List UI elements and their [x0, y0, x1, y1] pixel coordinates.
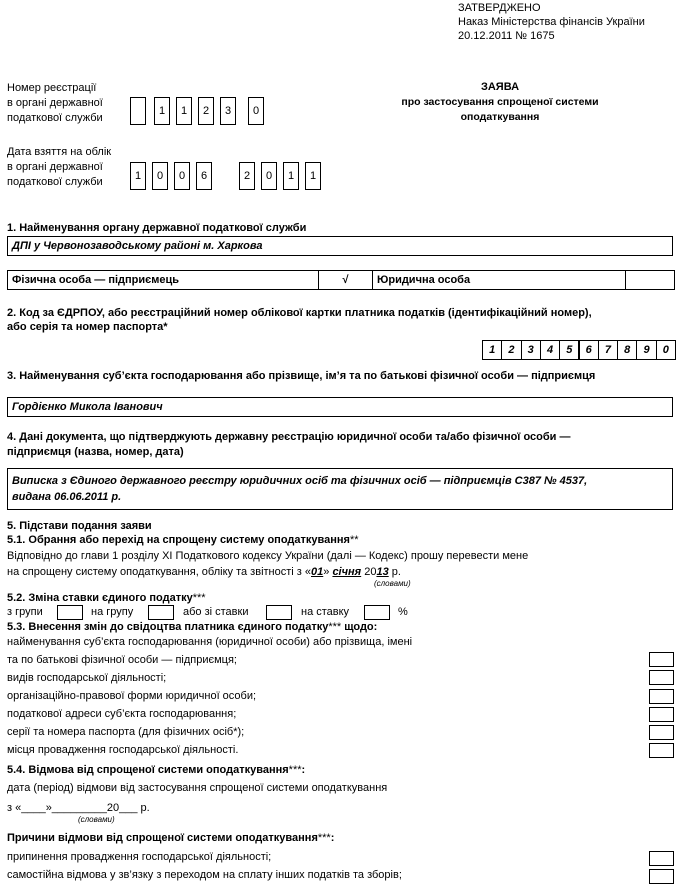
- form-subtitle-2: оподаткування: [460, 111, 540, 123]
- to-rate-field[interactable]: [364, 605, 390, 620]
- id-digit[interactable]: 2: [501, 340, 521, 360]
- to-group-field[interactable]: [148, 605, 174, 620]
- id-digit[interactable]: 1: [482, 340, 502, 360]
- reasons-title: Причини відмови від спрощеної системи оподаткування***:: [7, 832, 335, 844]
- reg-digit[interactable]: [130, 97, 146, 125]
- id-digit[interactable]: 4: [540, 340, 560, 360]
- approval-order: Наказ Міністерства фінансів України: [458, 16, 645, 28]
- s53-checkbox[interactable]: [649, 689, 674, 704]
- approval-date: 20.12.2011 № 1675: [458, 30, 555, 42]
- s53-item: найменування суб’єкта господарювання (юридичної особи) або прізвища, імені: [7, 636, 413, 648]
- legal-entity-checkbox[interactable]: [625, 270, 675, 290]
- name-field[interactable]: Гордієнко Микола Іванович: [7, 397, 673, 417]
- reg-digit[interactable]: 2: [198, 97, 214, 125]
- s53-item: місця провадження господарської діяльності.: [7, 744, 239, 756]
- section-3-title: 3. Найменування суб’єкта господарювання або прізвище, ім’я та по батькові фізичної особи — підприємця: [7, 370, 596, 382]
- individual-checkbox[interactable]: √: [318, 270, 373, 290]
- section-5-2-title: 5.2. Зміна ставки єдиного податку***: [7, 592, 206, 604]
- s53-item: видів господарської діяльності;: [7, 672, 167, 684]
- s53-item: та по батькові фізичної особи — підприємця;: [7, 654, 237, 666]
- date-digit[interactable]: 1: [305, 162, 321, 190]
- reg-digit[interactable]: 1: [176, 97, 192, 125]
- id-digit[interactable]: 0: [656, 340, 676, 360]
- s53-item: серії та номера паспорта (для фізичних осіб*);: [7, 726, 245, 738]
- from-rate-label: або зі ставки: [183, 606, 249, 618]
- individual-label: Фізична особа — підприємець: [7, 270, 319, 290]
- section-4-title-2: підприємця (назва, номер, дата): [7, 446, 184, 458]
- reg-digit[interactable]: 3: [220, 97, 236, 125]
- tax-office-field[interactable]: ДПІ у Червонозаводському районі м. Харкова: [7, 236, 673, 256]
- from-group-label: з групи: [7, 606, 43, 618]
- id-digit[interactable]: 9: [636, 340, 656, 360]
- from-group-field[interactable]: [57, 605, 83, 620]
- date-digit[interactable]: 0: [261, 162, 277, 190]
- id-digit[interactable]: 7: [598, 340, 618, 360]
- date-digit[interactable]: 1: [130, 162, 146, 190]
- registration-document-field[interactable]: [7, 468, 673, 510]
- s53-checkbox[interactable]: [649, 707, 674, 722]
- doc-line-1: Виписка з Єдиного державного реєстру юридичних осіб та фізичних осіб — підприємців С387 № 4537,: [12, 475, 588, 487]
- refusal-date-field[interactable]: з «____»_________20___ р.: [7, 802, 150, 814]
- reg-label-2: в органі державної: [7, 97, 103, 109]
- section-5-4-title: 5.4. Відмова від спрощеної системи оподаткування***:: [7, 764, 306, 776]
- reason-checkbox[interactable]: [649, 869, 674, 884]
- reg-digit[interactable]: 0: [248, 97, 264, 125]
- approval-title: ЗАТВЕРДЖЕНО: [458, 2, 541, 14]
- from-rate-field[interactable]: [266, 605, 292, 620]
- section-5-1-title: 5.1. Обрання або перехід на спрощену систему оподаткування**: [7, 534, 359, 546]
- legal-entity-label: Юридична особа: [372, 270, 626, 290]
- section-5-3-title: 5.3. Внесення змін до свідоцтва платника єдиного податку*** щодо:: [7, 621, 378, 633]
- s53-checkbox[interactable]: [649, 743, 674, 758]
- start-day[interactable]: 01: [311, 566, 324, 578]
- reason-checkbox[interactable]: [649, 851, 674, 866]
- reg-label-1: Номер реєстрації: [7, 82, 97, 94]
- s53-checkbox[interactable]: [649, 725, 674, 740]
- date-label-1: Дата взяття на облік: [7, 146, 112, 158]
- id-digit[interactable]: 6: [579, 340, 599, 360]
- date-digit[interactable]: 6: [196, 162, 212, 190]
- reason-item: самостійна відмова у зв’язку з переходом на сплату інших податків та зборів;: [7, 869, 402, 881]
- id-digit[interactable]: 3: [521, 340, 541, 360]
- id-digit[interactable]: 8: [617, 340, 637, 360]
- date-digit[interactable]: 0: [174, 162, 190, 190]
- section-2-title-2: або серія та номер паспорта*: [7, 321, 168, 333]
- form-title: ЗАЯВА: [480, 81, 520, 93]
- id-digit[interactable]: 5: [559, 340, 579, 360]
- percent-sign: %: [398, 606, 408, 618]
- section-5-title: 5. Підстави подання заяви: [7, 520, 152, 532]
- start-year[interactable]: 13: [376, 566, 389, 578]
- section-2-title-1: 2. Код за ЄДРПОУ, або реєстраційний номер облікової картки платника податків (ідентифікаційний номер),: [7, 307, 592, 319]
- s54-hint: (словами): [78, 815, 115, 824]
- reason-item: припинення провадження господарської діяльності;: [7, 851, 272, 863]
- reg-digit[interactable]: 1: [154, 97, 170, 125]
- doc-line-2: видана 06.06.2011 р.: [12, 491, 122, 503]
- section-4-title-1: 4. Дані документа, що підтверджують державну реєстрацію юридичної особи та/або фізичної особи —: [7, 431, 571, 443]
- date-label-2: в органі державної: [7, 161, 103, 173]
- start-month[interactable]: січня: [332, 566, 362, 578]
- s53-checkbox[interactable]: [649, 652, 674, 667]
- reg-label-3: податкової служби: [7, 112, 103, 124]
- to-rate-label: на ставку: [301, 606, 350, 618]
- s53-item: організаційно-правової форми юридичної особи;: [7, 690, 257, 702]
- s54-text: дата (період) відмови від застосування спрощеної системи оподаткування: [7, 782, 388, 794]
- s51-hint: (словами): [374, 579, 411, 588]
- to-group-label: на групу: [91, 606, 134, 618]
- s53-item: податкової адреси суб’єкта господарювання;: [7, 708, 237, 720]
- date-digit[interactable]: 1: [283, 162, 299, 190]
- date-digit[interactable]: 2: [239, 162, 255, 190]
- s51-text-1: Відповідно до глави 1 розділу XI Податкового кодексу України (далі — Кодекс) прошу перевести мене: [7, 550, 529, 562]
- s51-text-2: на спрощену систему оподаткування, обліку та звітності з «01» січня 2013 р.: [7, 566, 401, 578]
- section-1-title: 1. Найменування органу державної податкової служби: [7, 222, 307, 234]
- form-subtitle-1: про застосування спрощеної системи: [401, 96, 599, 108]
- date-label-3: податкової служби: [7, 176, 103, 188]
- date-digit[interactable]: 0: [152, 162, 168, 190]
- s53-checkbox[interactable]: [649, 670, 674, 685]
